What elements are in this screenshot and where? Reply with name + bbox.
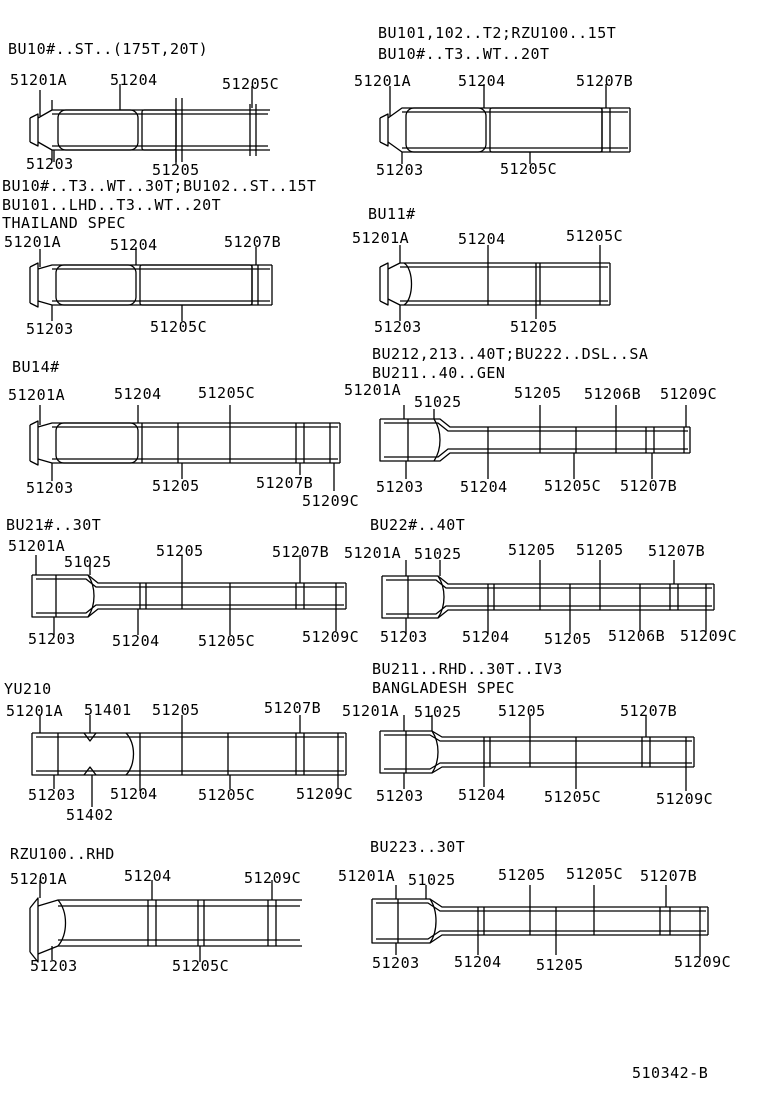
part-label-51205: 51205: [152, 477, 200, 495]
part-label-51205c: 51205C: [222, 75, 280, 93]
frame-drawing: [0, 555, 360, 635]
part-label-51205c: 51205C: [150, 318, 208, 336]
part-label-51204: 51204: [458, 786, 506, 804]
part-label-51207b: 51207B: [640, 867, 698, 885]
part-label-51205c: 51205C: [198, 632, 256, 650]
part-label-51025: 51025: [414, 703, 462, 721]
part-label-51207b: 51207B: [620, 702, 678, 720]
part-label-51205c: 51205C: [544, 788, 602, 806]
frame-drawing: [370, 245, 630, 325]
part-label-51204: 51204: [454, 953, 502, 971]
part-label-51209c: 51209C: [656, 790, 714, 808]
part-label-51207b: 51207B: [224, 233, 282, 251]
part-label-51203: 51203: [28, 630, 76, 648]
frame-drawing: [370, 560, 720, 640]
part-label-51204: 51204: [460, 478, 508, 496]
panel-header: BU101,102..T2;RZU100..15T: [378, 24, 617, 42]
frame-drawing: [360, 885, 720, 965]
part-label-51025: 51025: [414, 545, 462, 563]
frame-drawing: [0, 405, 360, 485]
part-label-51201a: 51201A: [10, 870, 68, 888]
panel-header: BU22#..40T: [370, 516, 466, 534]
part-label-51209c: 51209C: [680, 627, 738, 645]
part-label-51204: 51204: [110, 785, 158, 803]
part-label-51205-b: 51205: [536, 956, 584, 974]
part-label-51205: 51205: [514, 384, 562, 402]
part-label-51206b: 51206B: [608, 627, 666, 645]
part-label-51209c: 51209C: [296, 785, 354, 803]
part-label-51204: 51204: [458, 72, 506, 90]
part-label-51205: 51205: [498, 702, 546, 720]
diagram-code: 510342-B: [632, 1064, 709, 1082]
part-label-51205c: 51205C: [198, 786, 256, 804]
part-label-51205: 51205: [156, 542, 204, 560]
part-label-51204: 51204: [124, 867, 172, 885]
part-label-51209c: 51209C: [302, 492, 360, 510]
part-label-51203: 51203: [28, 786, 76, 804]
part-label-51209c: 51209C: [244, 869, 302, 887]
part-label-51203: 51203: [376, 787, 424, 805]
part-label-51401: 51401: [84, 701, 132, 719]
part-label-51204: 51204: [110, 236, 158, 254]
part-label-51205c: 51205C: [198, 384, 256, 402]
part-label-51201a: 51201A: [8, 537, 66, 555]
part-label-51207b: 51207B: [272, 543, 330, 561]
part-label-51204: 51204: [110, 71, 158, 89]
part-label-51402: 51402: [66, 806, 114, 824]
part-label-51201a: 51201A: [342, 702, 400, 720]
part-label-51204: 51204: [462, 628, 510, 646]
part-label-51201a: 51201A: [338, 867, 396, 885]
panel-header: BU223..30T: [370, 838, 466, 856]
panel-header: THAILAND SPEC: [2, 214, 126, 232]
part-label-51203: 51203: [380, 628, 428, 646]
part-label-51207b: 51207B: [576, 72, 634, 90]
part-label-51205c: 51205C: [566, 227, 624, 245]
part-label-51205: 51205: [152, 701, 200, 719]
panel-header: BU14#: [12, 358, 60, 376]
panel-header: BU11#: [368, 205, 416, 223]
panel-header: BU211..40..GEN: [372, 364, 506, 382]
part-label-51025: 51025: [414, 393, 462, 411]
panel-header: BU10#..ST..(175T,20T): [8, 40, 209, 58]
part-label-51201a: 51201A: [352, 229, 410, 247]
part-label-51205c: 51205C: [544, 477, 602, 495]
part-label-51201a: 51201A: [10, 71, 68, 89]
part-label-51201a: 51201A: [8, 386, 66, 404]
part-label-51203: 51203: [376, 478, 424, 496]
panel-header: RZU100..RHD: [10, 845, 115, 863]
part-label-51205c: 51205C: [500, 160, 558, 178]
panel-header: YU210: [4, 680, 52, 698]
part-label-51205: 51205: [152, 161, 200, 179]
part-label-51206b: 51206B: [584, 385, 642, 403]
part-label-51201a: 51201A: [354, 72, 412, 90]
panel-header: BU211..RHD..30T..IV3: [372, 660, 563, 678]
part-label-51209c: 51209C: [660, 385, 718, 403]
part-label-51201a: 51201A: [4, 233, 62, 251]
frame-drawing: [0, 880, 320, 970]
panel-header: BU10#..T3..WT..20T: [378, 45, 550, 63]
part-label-51204: 51204: [112, 632, 160, 650]
part-label-51205c: 51205C: [566, 865, 624, 883]
part-label-51025: 51025: [408, 871, 456, 889]
part-label-51205-b: 51205: [576, 541, 624, 559]
panel-header: BU212,213..40T;BU222..DSL..SA: [372, 345, 649, 363]
frame-drawing: [0, 715, 360, 805]
panel-header: BU10#..T3..WT..30T;BU102..ST..15T: [2, 177, 317, 195]
frame-drawing: [370, 405, 710, 485]
panel-header: BU101..LHD..T3..WT..20T: [2, 196, 222, 214]
part-label-51205: 51205: [510, 318, 558, 336]
part-label-51203: 51203: [26, 155, 74, 173]
part-label-51205c: 51205C: [172, 957, 230, 975]
part-label-51203: 51203: [26, 320, 74, 338]
part-label-51209c: 51209C: [302, 628, 360, 646]
part-label-51205-c: 51205: [544, 630, 592, 648]
frame-drawing: [370, 80, 640, 170]
part-label-51205: 51205: [508, 541, 556, 559]
part-label-51201a: 51201A: [344, 381, 402, 399]
panel-header: BU21#..30T: [6, 516, 102, 534]
panel-header: BANGLADESH SPEC: [372, 679, 515, 697]
part-label-51203: 51203: [374, 318, 422, 336]
part-label-51204: 51204: [114, 385, 162, 403]
frame-drawing: [0, 245, 290, 325]
frame-drawing: [370, 715, 710, 805]
part-label-51203: 51203: [30, 957, 78, 975]
part-label-51207b: 51207B: [256, 474, 314, 492]
part-label-51204: 51204: [458, 230, 506, 248]
frame-drawing: [0, 80, 300, 173]
part-label-51025: 51025: [64, 553, 112, 571]
part-label-51203: 51203: [372, 954, 420, 972]
part-label-51205: 51205: [498, 866, 546, 884]
part-label-51201a: 51201A: [6, 702, 64, 720]
part-label-51207b: 51207B: [620, 477, 678, 495]
part-label-51203: 51203: [26, 479, 74, 497]
part-label-51207b: 51207B: [264, 699, 322, 717]
part-label-51201a: 51201A: [344, 544, 402, 562]
part-label-51207b: 51207B: [648, 542, 706, 560]
part-label-51209c: 51209C: [674, 953, 732, 971]
part-label-51203: 51203: [376, 161, 424, 179]
